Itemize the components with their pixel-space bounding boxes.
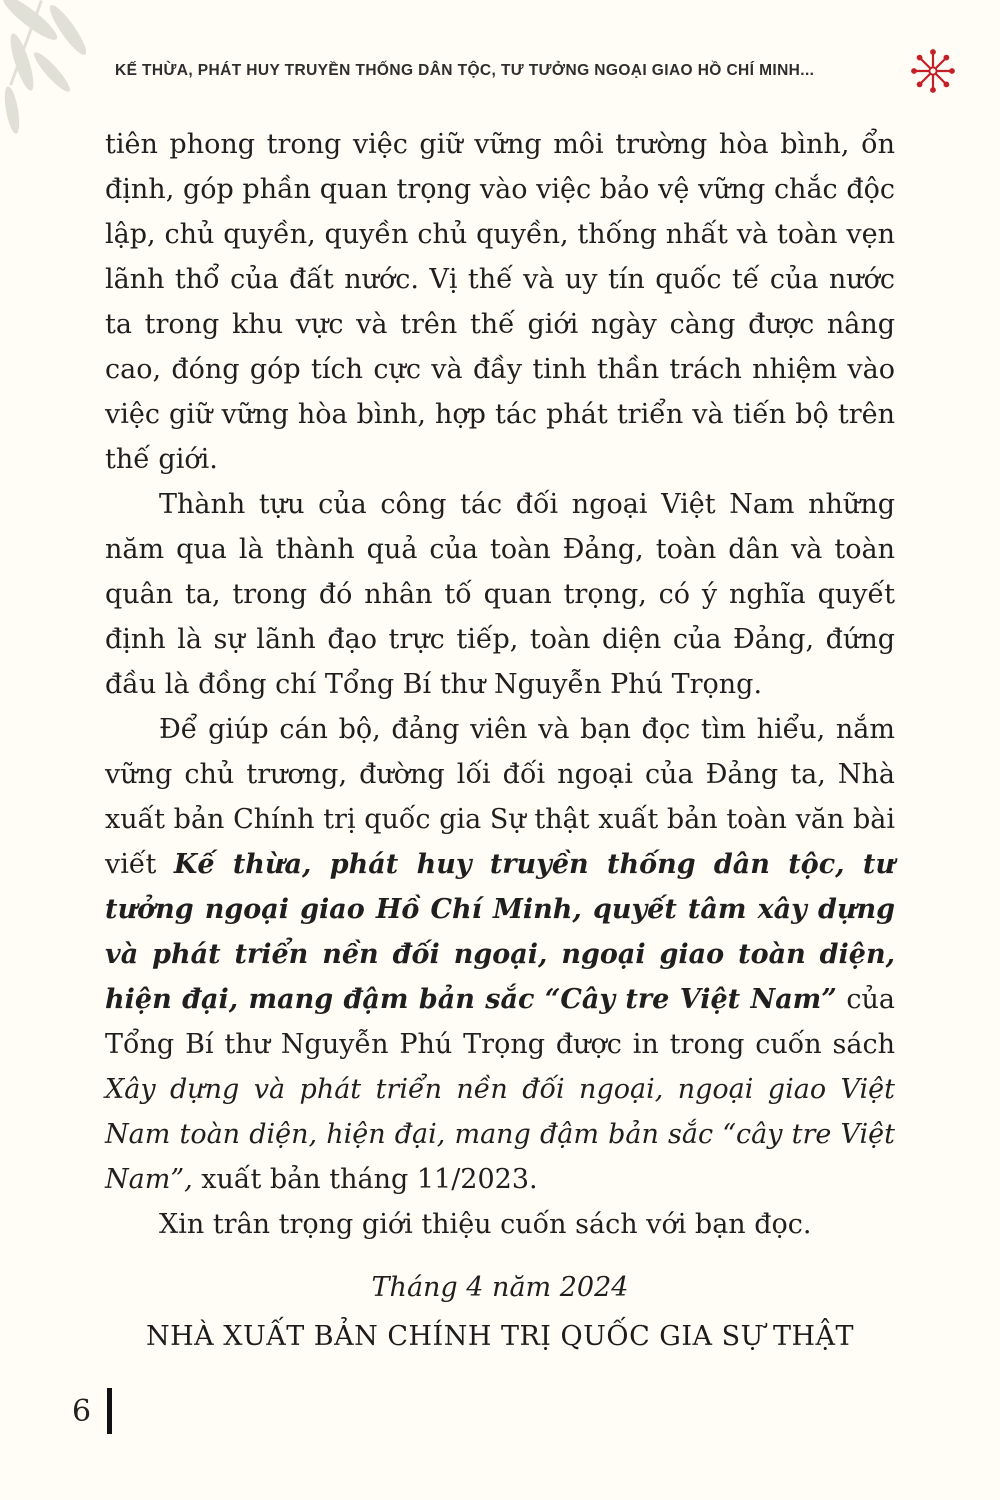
text-run: tiên phong trong việc giữ vững môi trường hòa bình, ổn định, góp phần quan trọng vào việc bảo vệ vững chắc độc lập, chủ quyền, quyền chủ quyền, thống nhất và toàn vẹn lãnh thổ của đất nước. Vị thế và uy tín quốc tế của nước ta trong khu vực và trên thế giới ngày càng được nâng cao, đóng góp tích cực và đầy tinh thần trách nhiệm vào việc giữ vững hòa bình, hợp tác phát triển và tiến bộ trên thế giới.: [105, 129, 895, 475]
publisher-name: NHÀ XUẤT BẢN CHÍNH TRỊ QUỐC GIA SỰ THẬT: [145, 1321, 855, 1352]
body-text: [105, 122, 895, 1247]
paragraph: [105, 707, 895, 1202]
page-number: 6: [72, 1393, 92, 1429]
paragraph: [105, 1202, 895, 1247]
text-run: Kế thừa, phát huy truyền thống dân tộc, tư tưởng ngoại giao Hồ Chí Minh, quyết tâm xây dựng và phát triển nền đối ngoại, ngoại giao toàn diện, hiện đại, mang đậm bản sắc “Cây tre Việt Nam”: [105, 849, 895, 1015]
text-run: Thành tựu của công tác đối ngoại Việt Nam những năm qua là thành quả của toàn Đảng, toàn dân và toàn quân ta, trong đó nhân tố quan trọng, có ý nghĩa quyết định là sự lãnh đạo trực tiếp, toàn diện của Đảng, đứng đầu là đồng chí Tổng Bí thư Nguyễn Phú Trọng.: [105, 489, 895, 700]
folio-bar: [107, 1388, 112, 1434]
paragraph: [105, 482, 895, 707]
text-run: của Tổng Bí thư Nguyễn Phú Trọng được in trong cuốn sách: [105, 984, 895, 1060]
body-column: [105, 122, 895, 1359]
date-line: Tháng 4 năm 2024: [371, 1272, 629, 1303]
text-run: Xin trân trọng giới thiệu cuốn sách với bạn đọc.: [159, 1209, 812, 1240]
folio: [72, 1388, 112, 1434]
running-head: KẾ THỪA, PHÁT HUY TRUYỀN THỐNG DÂN TỘC, TƯ TƯỞNG NGOẠI GIAO HỒ CHÍ MINH...: [115, 62, 815, 79]
text-run: Xây dựng và phát triển nền đối ngoại, ngoại giao Việt Nam toàn diện, hiện đại, mang đậm bản sắc “cây tre Việt Nam”,: [105, 1074, 895, 1195]
publisher-emblem-icon: [910, 48, 956, 94]
text-run: Để giúp cán bộ, đảng viên và bạn đọc tìm hiểu, nắm vững chủ trương, đường lối đối ngoại của Đảng ta, Nhà xuất bản Chính trị quốc gia Sự thật xuất bản toàn văn bài viết: [105, 714, 895, 880]
paragraph: [105, 122, 895, 482]
text-run: xuất bản tháng 11/2023.: [192, 1164, 538, 1195]
